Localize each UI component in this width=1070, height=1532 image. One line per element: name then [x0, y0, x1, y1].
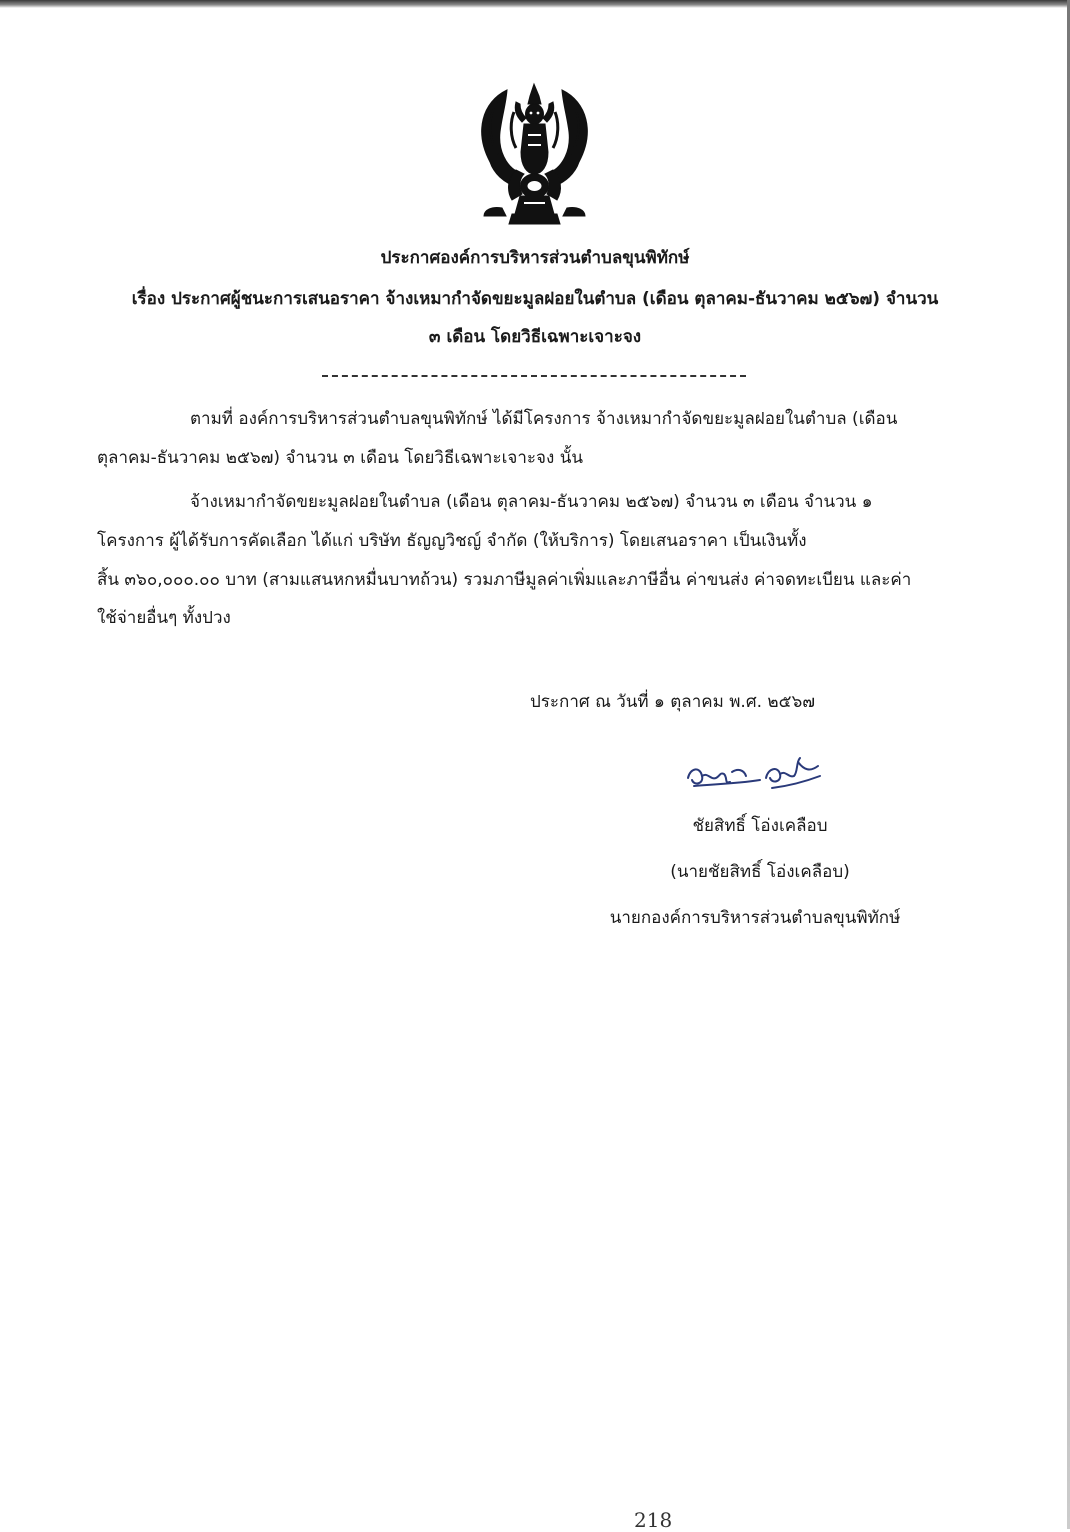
subject-line-1: เรื่อง ประกาศผู้ชนะการเสนอราคา จ้างเหมากำจัดขยะมูลฝอยในตำบล (เดือน ตุลาคม-ธันวาคม ๒๕๖๗) จำนวน — [131, 289, 939, 309]
subject-line-2: ๓ เดือน โดยวิธีเฉพาะเจาะจง — [428, 327, 642, 347]
signer-name: ชัยสิทธิ์ โอ่งเคลือบ — [692, 816, 828, 836]
dashed-divider — [322, 375, 746, 377]
garuda-emblem-icon — [462, 82, 607, 230]
paragraph2-line2: โครงการ ผู้ได้รับการคัดเลือก ได้แก่ บริษัท ธัญญวิชญ์ จำกัด (ให้บริการ) โดยเสนอราคา เป็นเงินทั้ง — [97, 531, 807, 551]
scan-top-edge — [0, 0, 1070, 8]
announcement-date: ประกาศ ณ วันที่ ๑ ตุลาคม พ.ศ. ๒๕๖๗ — [530, 692, 816, 712]
paragraph2-line3: สิ้น ๓๖๐,๐๐๐.๐๐ บาท (สามแสนหกหมื่นบาทถ้วน) รวมภาษีมูลค่าเพิ่มและภาษีอื่น ค่าขนส่ง ค่าจดทะเบียน และค่า — [97, 570, 912, 590]
signer-position: นายกองค์การบริหารส่วนตำบลขุนพิทักษ์ — [609, 908, 901, 928]
paragraph2-line4: ใช้จ่ายอื่นๆ ทั้งปวง — [97, 608, 231, 628]
paragraph2-line1: จ้างเหมากำจัดขยะมูลฝอยในตำบล (เดือน ตุลาคม-ธันวาคม ๒๕๖๗) จำนวน ๓ เดือน จำนวน ๑ — [190, 492, 873, 512]
document-title: ประกาศองค์การบริหารส่วนตำบลขุนพิทักษ์ — [380, 248, 690, 268]
paragraph1-line1: ตามที่ องค์การบริหารส่วนตำบลขุนพิทักษ์ ได้มีโครงการ จ้างเหมากำจัดขยะมูลฝอยในตำบล (เดือน — [190, 409, 898, 429]
paragraph1-line2: ตุลาคม-ธันวาคม ๒๕๖๗) จำนวน ๓ เดือน โดยวิธีเฉพาะเจาะจง นั้น — [97, 448, 583, 468]
handwritten-signature — [680, 750, 830, 800]
signer-full-name: (นายชัยสิทธิ์ โอ่งเคลือบ) — [670, 862, 850, 882]
page-number: 218 — [634, 1508, 673, 1532]
